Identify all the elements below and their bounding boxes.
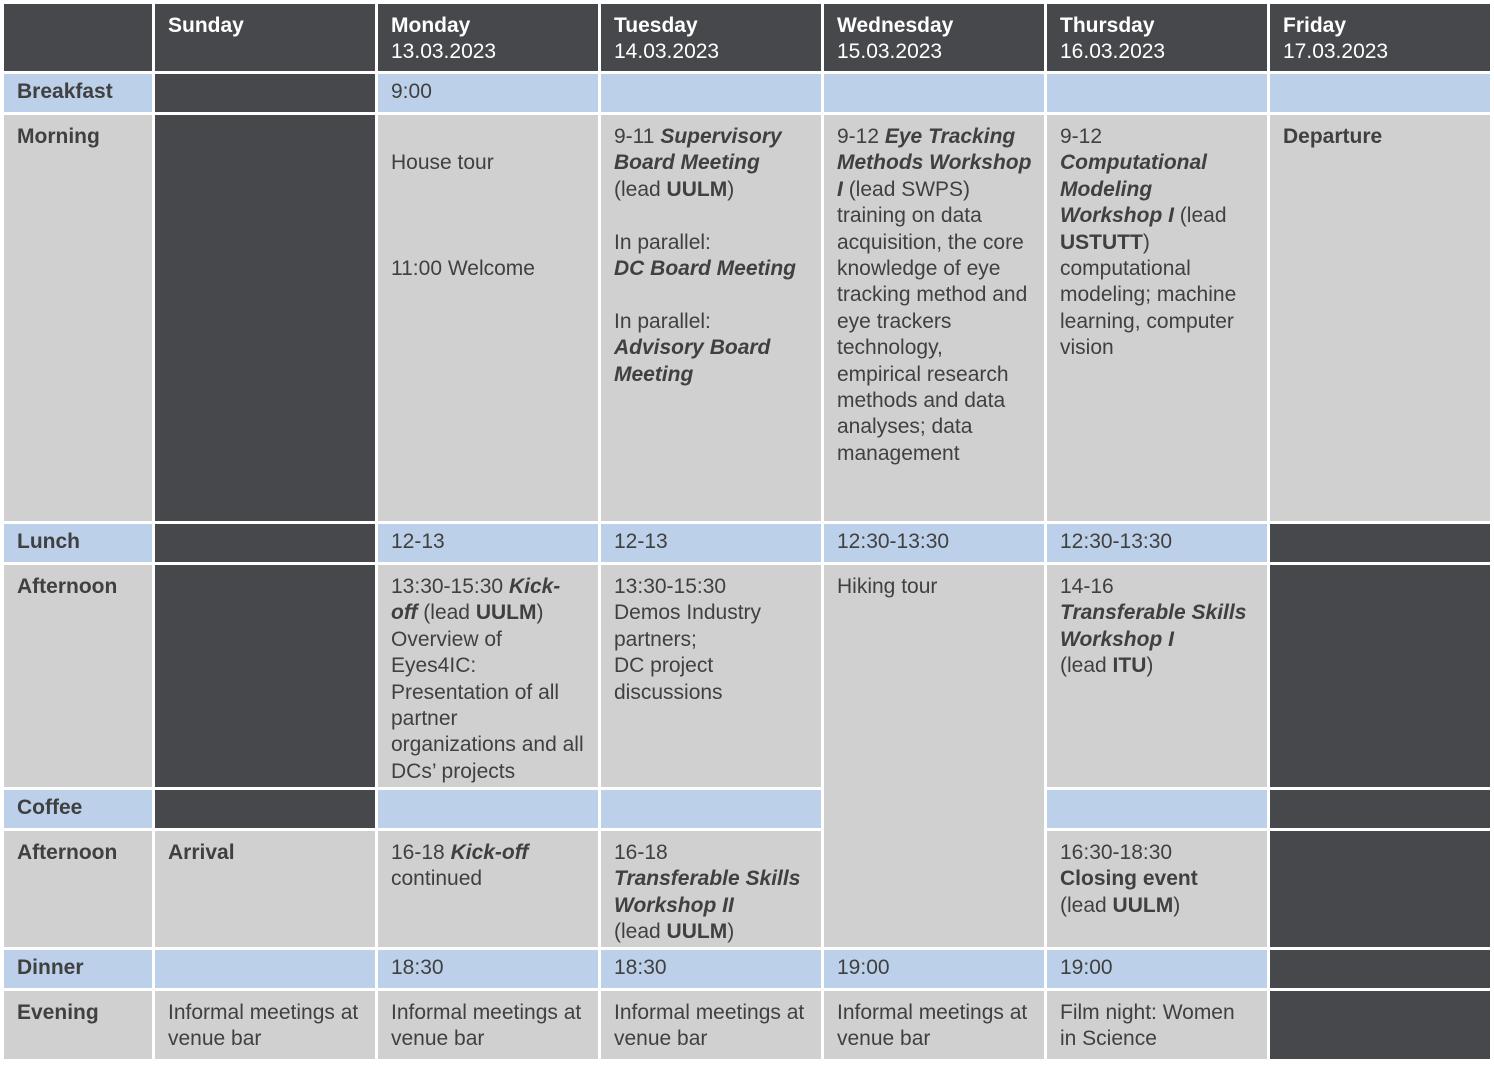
arrival-text: Arrival	[168, 841, 235, 864]
lead-suffix: )	[536, 601, 544, 625]
hiking-tour-text: Hiking tour	[837, 575, 938, 598]
day-date: 13.03.2023	[391, 40, 497, 64]
cell-dinner-thursday: 19:00	[1047, 950, 1267, 988]
cell-afternoon1-sunday	[155, 565, 375, 787]
cell-morning-tuesday	[601, 115, 821, 521]
header-row	[4, 4, 1490, 71]
schedule-table	[1, 1, 1493, 1062]
event-time: 9-11	[614, 125, 655, 148]
cell-evening-thursday: Film night: Women in Science	[1047, 991, 1267, 1059]
cell-afternoon1-thursday	[1047, 565, 1267, 787]
lead-prefix: (lead	[423, 601, 476, 625]
cell-coffee-thursday	[1047, 790, 1267, 828]
day-name: Tuesday	[614, 14, 698, 37]
cell-dinner-tuesday: 18:30	[601, 950, 821, 988]
event-title: Kick-off	[391, 575, 561, 625]
house-tour-text: House tour	[391, 151, 494, 174]
cell-evening-friday	[1270, 991, 1490, 1059]
lead-suffix: )	[1142, 230, 1150, 254]
cell-breakfast-friday	[1270, 74, 1490, 112]
event-title: Transferable Skills Workshop II	[614, 867, 801, 917]
cell-afternoon1-tuesday	[601, 565, 821, 787]
cell-dinner-friday	[1270, 950, 1490, 988]
lead-suffix: )	[727, 177, 735, 201]
row-label-evening: Evening	[4, 991, 152, 1059]
row-afternoon-1	[4, 565, 1490, 787]
row-afternoon-2	[4, 831, 1490, 947]
cell-afternoon2-sunday	[155, 831, 375, 947]
cell-breakfast-thursday	[1047, 74, 1267, 112]
cell-morning-sunday	[155, 115, 375, 521]
lead-suffix: )	[727, 920, 735, 944]
lead-org: USTUTT	[1060, 230, 1143, 254]
event-title: Supervisory Board Meeting	[614, 125, 782, 175]
parallel-label: In parallel:	[614, 230, 711, 254]
day-name: Sunday	[168, 14, 244, 37]
header-friday	[1270, 4, 1490, 71]
event-title: Computational Modeling Workshop I	[1060, 151, 1207, 228]
event-time: 9-12	[1060, 125, 1103, 148]
header-thursday	[1047, 4, 1267, 71]
event-description: continued	[391, 867, 483, 891]
cell-morning-friday	[1270, 115, 1490, 521]
event-time: 13:30-15:30	[391, 575, 504, 598]
header-monday	[378, 4, 598, 71]
cell-dinner-wednesday: 19:00	[824, 950, 1044, 988]
parallel-title: DC Board Meeting	[614, 257, 797, 281]
event-title: Eye Tracking Methods Workshop I	[837, 125, 1032, 201]
cell-afternoon2-friday	[1270, 831, 1490, 947]
cell-lunch-thursday: 12:30-13:30	[1047, 524, 1267, 562]
event-description: Demos Industry partners;	[614, 601, 762, 651]
cell-morning-wednesday	[824, 115, 1044, 521]
header-sunday	[155, 4, 375, 71]
lead-suffix: )	[1173, 893, 1181, 917]
day-date: 15.03.2023	[837, 40, 943, 64]
lead-prefix: (lead	[614, 177, 667, 201]
cell-afternoon-wednesday	[824, 565, 1044, 947]
cell-dinner-sunday	[155, 950, 375, 988]
cell-afternoon2-thursday	[1047, 831, 1267, 947]
row-dinner	[4, 950, 1490, 988]
lead-suffix: )	[1146, 654, 1154, 678]
parallel-label: In parallel:	[614, 309, 711, 333]
parallel-title: Advisory Board Meeting	[614, 336, 771, 386]
row-label-morning: Morning	[4, 115, 152, 521]
lead-prefix: (lead	[1060, 654, 1113, 678]
event-time: 9-12	[837, 125, 880, 148]
day-date: 16.03.2023	[1060, 40, 1166, 64]
cell-afternoon1-friday	[1270, 565, 1490, 787]
lead-org: UULM	[475, 601, 537, 625]
event-description: computational modeling; machine learning, computer vision	[1060, 257, 1237, 360]
lead-org: UULM	[1112, 893, 1174, 917]
row-label-dinner: Dinner	[4, 950, 152, 988]
event-description: Overview of Eyes4IC: Presentation of all partner organizations and all DCs’ projects	[391, 627, 584, 783]
departure-text: Departure	[1283, 125, 1383, 148]
lead-org: UULM	[666, 177, 728, 201]
lead-org: UULM	[666, 920, 728, 944]
cell-breakfast-sunday	[155, 74, 375, 112]
cell-lunch-friday	[1270, 524, 1490, 562]
event-time: 16-18	[614, 841, 668, 864]
cell-dinner-monday: 18:30	[378, 950, 598, 988]
cell-coffee-friday	[1270, 790, 1490, 828]
day-date: 14.03.2023	[614, 40, 720, 64]
cell-breakfast-wednesday	[824, 74, 1044, 112]
cell-coffee-sunday	[155, 790, 375, 828]
event-title: Kick-off	[450, 841, 529, 864]
event-description: DC project discussions	[614, 654, 723, 704]
row-breakfast	[4, 74, 1490, 112]
day-name: Friday	[1283, 14, 1347, 37]
cell-breakfast-tuesday	[601, 74, 821, 112]
lead-text: (lead SWPS)	[848, 177, 971, 201]
lead-prefix: (lead	[1179, 204, 1227, 228]
row-lunch	[4, 524, 1490, 562]
row-coffee	[4, 790, 1490, 828]
cell-evening-tuesday: Informal meetings at venue bar	[601, 991, 821, 1059]
day-name: Thursday	[1060, 14, 1155, 37]
lead-prefix: (lead	[1060, 893, 1113, 917]
cell-morning-thursday	[1047, 115, 1267, 521]
cell-morning-monday	[378, 115, 598, 521]
header-wednesday	[824, 4, 1044, 71]
header-corner	[4, 4, 152, 71]
row-label-lunch: Lunch	[4, 524, 152, 562]
cell-evening-wednesday: Informal meetings at venue bar	[824, 991, 1044, 1059]
event-description: training on data acquisition, the core knowledge of eye tracking method and eye trackers technology, empirical research methods and data analyses; data management	[837, 204, 1028, 465]
row-label-afternoon-2: Afternoon	[4, 831, 152, 947]
cell-coffee-monday	[378, 790, 598, 828]
day-name: Wednesday	[837, 14, 954, 37]
cell-lunch-sunday	[155, 524, 375, 562]
row-morning	[4, 115, 1490, 521]
day-date: 17.03.2023	[1283, 40, 1389, 64]
event-time: 13:30-15:30	[614, 575, 727, 598]
lead-prefix: (lead	[614, 920, 667, 944]
cell-lunch-wednesday: 12:30-13:30	[824, 524, 1044, 562]
cell-afternoon1-monday	[378, 565, 598, 787]
cell-evening-sunday: Informal meetings at venue bar	[155, 991, 375, 1059]
welcome-text: 11:00 Welcome	[391, 256, 535, 280]
cell-evening-monday: Informal meetings at venue bar	[378, 991, 598, 1059]
event-time: 14-16	[1060, 575, 1114, 598]
cell-afternoon2-monday	[378, 831, 598, 947]
event-title: Transferable Skills Workshop I	[1060, 601, 1247, 651]
cell-afternoon2-tuesday	[601, 831, 821, 947]
event-time: 16-18	[391, 841, 445, 864]
cell-breakfast-monday: 9:00	[378, 74, 598, 112]
day-name: Monday	[391, 14, 471, 37]
header-tuesday	[601, 4, 821, 71]
cell-lunch-tuesday: 12-13	[601, 524, 821, 562]
row-label-afternoon-1: Afternoon	[4, 565, 152, 787]
row-label-coffee: Coffee	[4, 790, 152, 828]
row-label-breakfast: Breakfast	[4, 74, 152, 112]
lead-org: ITU	[1112, 654, 1147, 678]
event-title: Closing event	[1060, 867, 1198, 891]
event-time: 16:30-18:30	[1060, 841, 1173, 864]
cell-coffee-tuesday	[601, 790, 821, 828]
row-evening	[4, 991, 1490, 1059]
cell-lunch-monday: 12-13	[378, 524, 598, 562]
